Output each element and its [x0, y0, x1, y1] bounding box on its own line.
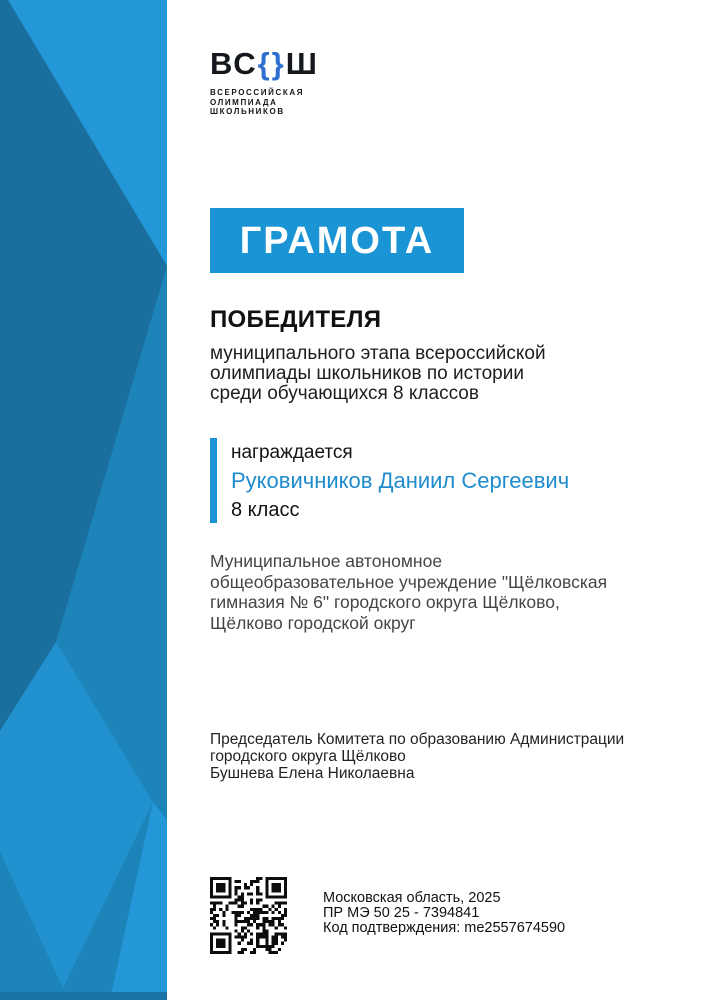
logo-text-after: Ш [285, 46, 319, 81]
award-description-line: муниципального этапа всероссийской [210, 343, 546, 364]
tagline-line: ОЛИМПИАДА [210, 97, 278, 107]
signature-line: городского округа Щёлково [210, 748, 406, 765]
signature-line: Бушнева Елена Николаевна [210, 765, 415, 782]
award-heading: ПОБЕДИТЕЛЯ [210, 306, 382, 333]
school-line: общеобразовательное учреждение "Щёлковская [210, 571, 608, 592]
footer-protocol: ПР МЭ 50 25 - 7394841 [323, 905, 480, 922]
recipient-accent-bar [210, 438, 217, 523]
tagline-line: ШКОЛЬНИКОВ [210, 107, 285, 116]
footer-confirmation-code: Код подтверждения: me2557674590 [323, 920, 566, 937]
school-block [210, 551, 607, 633]
signature-block [210, 731, 624, 782]
logo-text-before: ВС [210, 46, 258, 81]
footer-info [323, 891, 565, 937]
school-line: Щёлково городской округ [210, 612, 416, 633]
tagline-line: ВСЕРОССИЙСКАЯ [210, 88, 305, 97]
vsosh-logo-wordmark [210, 48, 319, 79]
signature-line: Председатель Комитета по образованию Администрации [210, 731, 625, 748]
award-description-line: среди обучающихся 8 классов [210, 383, 479, 404]
school-line: гимназия № 6" городского округа Щёлково, [210, 592, 560, 612]
recipient-grade: 8 класс [231, 499, 300, 521]
vsosh-logo-tagline [210, 88, 319, 117]
recipient-label: награждается [231, 442, 353, 463]
school-line: Муниципальное автономное [210, 551, 443, 571]
recipient-name: Руковичников Даниил Сергеевич [231, 468, 570, 493]
qr-code [210, 877, 287, 954]
recipient-block [210, 438, 650, 526]
gramota-banner [210, 208, 464, 273]
logo-brace-right-icon: } [271, 46, 286, 81]
decorative-band [0, 0, 167, 1000]
award-description [210, 344, 546, 404]
gramota-title: ГРАМОТА [239, 219, 435, 262]
award-description-line: олимпиады школьников по истории [210, 363, 524, 384]
vsosh-logo [210, 48, 319, 117]
footer-region-year: Московская область, 2025 [323, 890, 501, 906]
logo-brace-left-icon: { [257, 46, 272, 81]
